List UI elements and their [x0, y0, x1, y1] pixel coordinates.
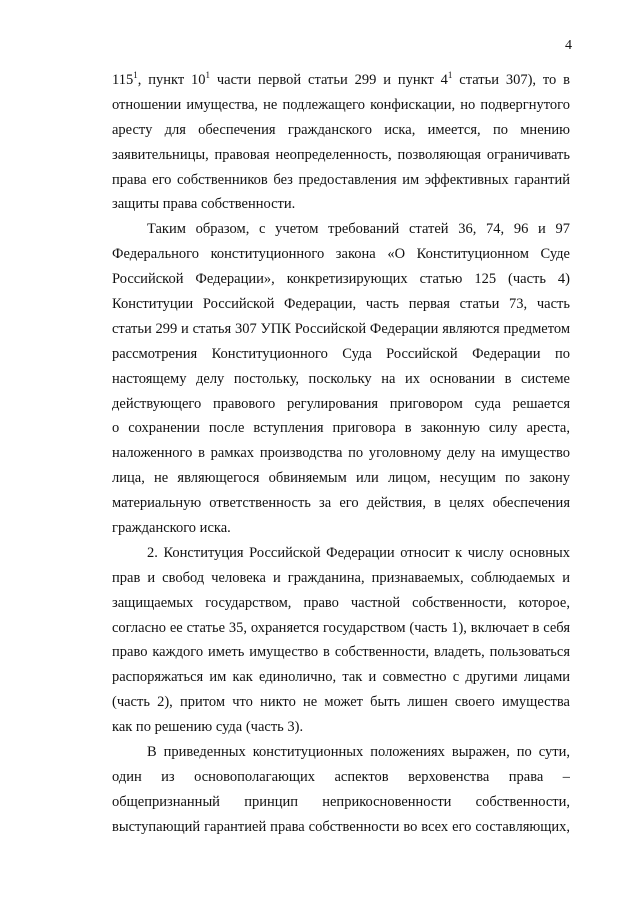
- text-line: $115^1$, пункт $10^1$ части первой статьи 299 и пункт $4^1$ статьи 307), то в: [112, 70, 570, 88]
- text-line: наложенного в рамках производства по уголовному делу на имущество: [112, 445, 570, 462]
- text-line: (часть 2), притом что никто не может быть лишен своего имущества: [112, 694, 570, 711]
- text-line: отношении имущества, не подлежащего конфискации, но подвергнутого: [112, 96, 570, 113]
- text-line: один из основополагающих аспектов верховенства права –: [112, 768, 570, 785]
- text-line: распоряжаться им как единолично, так и совместно с другими лицами: [112, 669, 570, 686]
- superscript-mark: 1: [447, 70, 453, 80]
- text-line: заявительницы, правовая неопределенность, позволяющая ограничивать: [112, 146, 570, 163]
- text-line: права его собственников без предоставления им эффективных гарантий: [112, 171, 570, 188]
- text-line: лица, не являющегося обвиняемым или лицом, несущим по закону: [112, 470, 570, 487]
- document-body: [112, 68, 570, 840]
- text-line: защищаемых государством, право частной собственности, которое,: [112, 594, 570, 611]
- superscript-mark: 1: [133, 70, 138, 80]
- paragraph-1: [112, 68, 570, 217]
- text-line: защиты права собственности.: [112, 196, 296, 213]
- text-line: Федерального конституционного закона «О Конституционном Суде: [112, 246, 570, 263]
- paragraph-4: [112, 740, 570, 840]
- text-line: аресту для обеспечения гражданского иска, имеется, по мнению: [112, 121, 570, 138]
- paragraph-3: [112, 541, 570, 740]
- text-line: В приведенных конституционных положениях выражен, по сути,: [147, 744, 570, 761]
- paragraph-2: [112, 217, 570, 541]
- text-line: статьи 299 и статья 307 УПК Российской Федерации являются предметом: [112, 320, 570, 337]
- text-line: прав и свобод человека и гражданина, признаваемых, соблюдаемых и: [112, 569, 570, 586]
- text-line: настоящему делу постольку, поскольку на их основании в системе: [112, 370, 570, 387]
- superscript-mark: 1: [205, 70, 211, 80]
- text-line: право каждого иметь имущество в собственности, владеть, пользоваться: [112, 644, 570, 661]
- text-line: Конституции Российской Федерации, часть первая статьи 73, часть: [112, 296, 570, 313]
- text-line: выступающий гарантией права собственности во всех его составляющих,: [112, 818, 570, 835]
- page-number: 4: [565, 38, 572, 53]
- text-line: гражданского иска.: [112, 520, 231, 537]
- text-line: Таким образом, с учетом требований статей 36, 74, 96 и 97: [147, 221, 570, 238]
- text-line: общепризнанный принцип неприкосновенности собственности,: [112, 793, 570, 810]
- text-line: рассмотрения Конституционного Суда Российской Федерации по: [112, 345, 570, 362]
- text-line: согласно ее статье 35, охраняется государством (часть 1), включает в себя: [112, 619, 570, 636]
- text-line: как по решению суда (часть 3).: [112, 719, 304, 736]
- text-line: действующего правового регулирования приговором суда решается: [112, 395, 570, 412]
- text-line: Российской Федерации», конкретизирующих статью 125 (часть 4): [112, 271, 570, 288]
- text-line: материальную ответственность за его действия, в целях обеспечения: [112, 495, 570, 512]
- text-line: о сохранении после вступления приговора в законную силу ареста,: [112, 420, 570, 437]
- text-line: 2. Конституция Российской Федерации относит к числу основных: [147, 544, 570, 561]
